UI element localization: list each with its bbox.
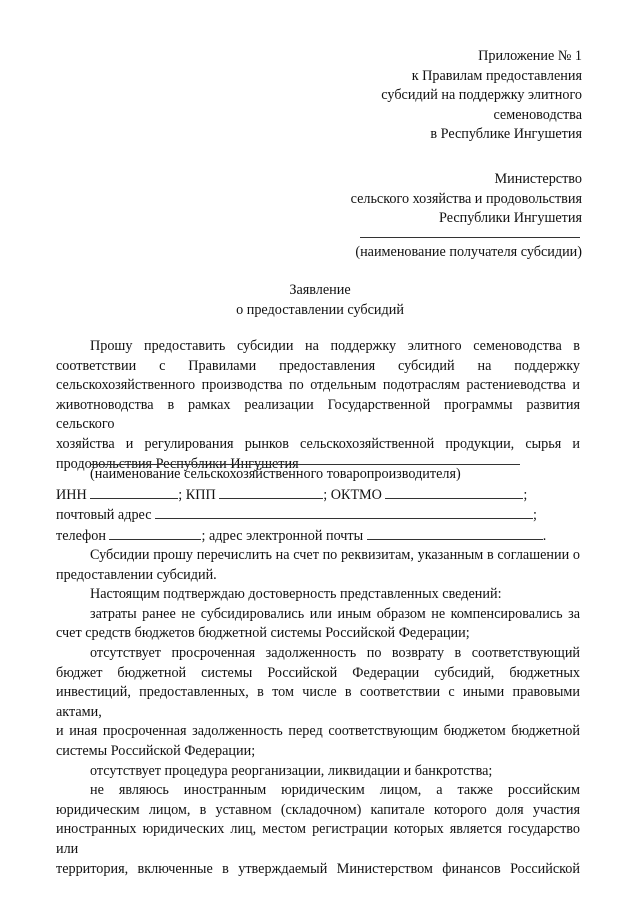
text-line: системы Российской Федерации; — [56, 742, 256, 759]
text-line: животноводства в рамках реализации Государственной программы развития сельского — [56, 396, 580, 433]
text-line: сельскохозяйственного производства по отдельным подотраслям растениеводства и — [56, 377, 580, 394]
address-label: почтовый адрес — [56, 507, 152, 524]
confirm-line: Настоящим подтверждаю достоверность представленных сведений: — [90, 586, 502, 603]
document-title: Заявление — [289, 282, 351, 298]
text-line: не являюсь иностранным юридическим лицом, а также российским — [90, 782, 580, 799]
phone-field[interactable] — [109, 526, 201, 540]
row-end: . — [542, 527, 547, 544]
phone-label: телефон — [56, 527, 106, 544]
recipient-name-line — [360, 237, 580, 238]
text-line: территория, включенные в утверждаемый Министерством финансов Российской — [56, 860, 580, 877]
addressee-line: Республики Ингушетия — [438, 210, 582, 227]
declarations — [56, 546, 580, 879]
text-line: бюджет бюджетной системы Российской Федерации субсидий, бюджетных — [56, 664, 580, 681]
kpp-label: ; КПП — [178, 486, 216, 503]
text-line: юридическим лицом, в уставном (складочном) капитале которого доля участия — [56, 801, 580, 818]
email-field[interactable] — [367, 526, 543, 540]
appendix-line: семеноводства — [493, 106, 582, 123]
requisites-row — [56, 485, 580, 506]
recipient-caption: (наименование получателя субсидии) — [355, 244, 582, 260]
address-field[interactable] — [155, 505, 533, 519]
text-line: инвестиций, предоставленных, в том числе в соответствии с иными правовыми актами, — [56, 684, 580, 720]
appendix-number: Приложение № 1 — [478, 48, 582, 64]
row-end: ; — [523, 486, 528, 503]
oktmo-label: ; ОКТМО — [323, 486, 382, 503]
text-line: затраты ранее не субсидировались или иным образом не компенсировались за — [90, 605, 580, 622]
inn-label: ИНН — [56, 486, 87, 503]
address-row — [56, 505, 580, 526]
oktmo-field[interactable] — [385, 485, 523, 499]
appendix-line: к Правилам предоставления — [411, 67, 582, 84]
addressee-block — [351, 170, 582, 229]
text-line: хозяйства и регулирования рынков сельскохозяйственной продукции, сырья и — [56, 435, 580, 452]
text-line: Субсидии прошу перечислить на счет по реквизитам, указанным в соглашении о — [90, 547, 580, 563]
producer-block — [56, 452, 580, 546]
contact-row — [56, 526, 580, 547]
text-line: соответствии с Правилами предоставления субсидий на поддержку — [56, 357, 580, 374]
text-line: предоставлении субсидий. — [56, 566, 217, 583]
text-line: иностранных юридических лиц, местом регистрации которых является государство или — [56, 821, 580, 857]
text-line: продовольствия Республики Ингушетия — [56, 455, 299, 472]
row-end: ; — [533, 507, 537, 524]
text-line: и иная просроченная задолженность перед соответствующим бюджетом бюджетной — [56, 723, 580, 740]
addressee-line: Министерство — [494, 171, 582, 187]
producer-caption: (наименование сельскохозяйственного товаропроизводителя) — [90, 466, 461, 482]
text-line: счет средств бюджетов бюджетной системы Российской Федерации; — [56, 625, 470, 642]
email-label: ; адрес электронной почты — [201, 527, 364, 544]
text-line: отсутствует просроченная задолженность по возврату в соответствующий — [90, 644, 580, 661]
addressee-line: сельского хозяйства и продовольствия — [350, 190, 582, 207]
appendix-line: субсидий на поддержку элитного — [381, 87, 582, 104]
appendix-header — [381, 47, 582, 145]
text-line: отсутствует процедура реорганизации, ликвидации и банкротства; — [90, 762, 493, 779]
appendix-line: в Республике Ингушетия — [430, 126, 582, 143]
text-line: Прошу предоставить субсидии на поддержку элитного семеноводства в — [90, 338, 580, 354]
producer-name-line — [90, 452, 520, 465]
inn-field[interactable] — [90, 485, 178, 499]
kpp-field[interactable] — [219, 485, 323, 499]
document-subtitle: о предоставлении субсидий — [236, 302, 404, 318]
